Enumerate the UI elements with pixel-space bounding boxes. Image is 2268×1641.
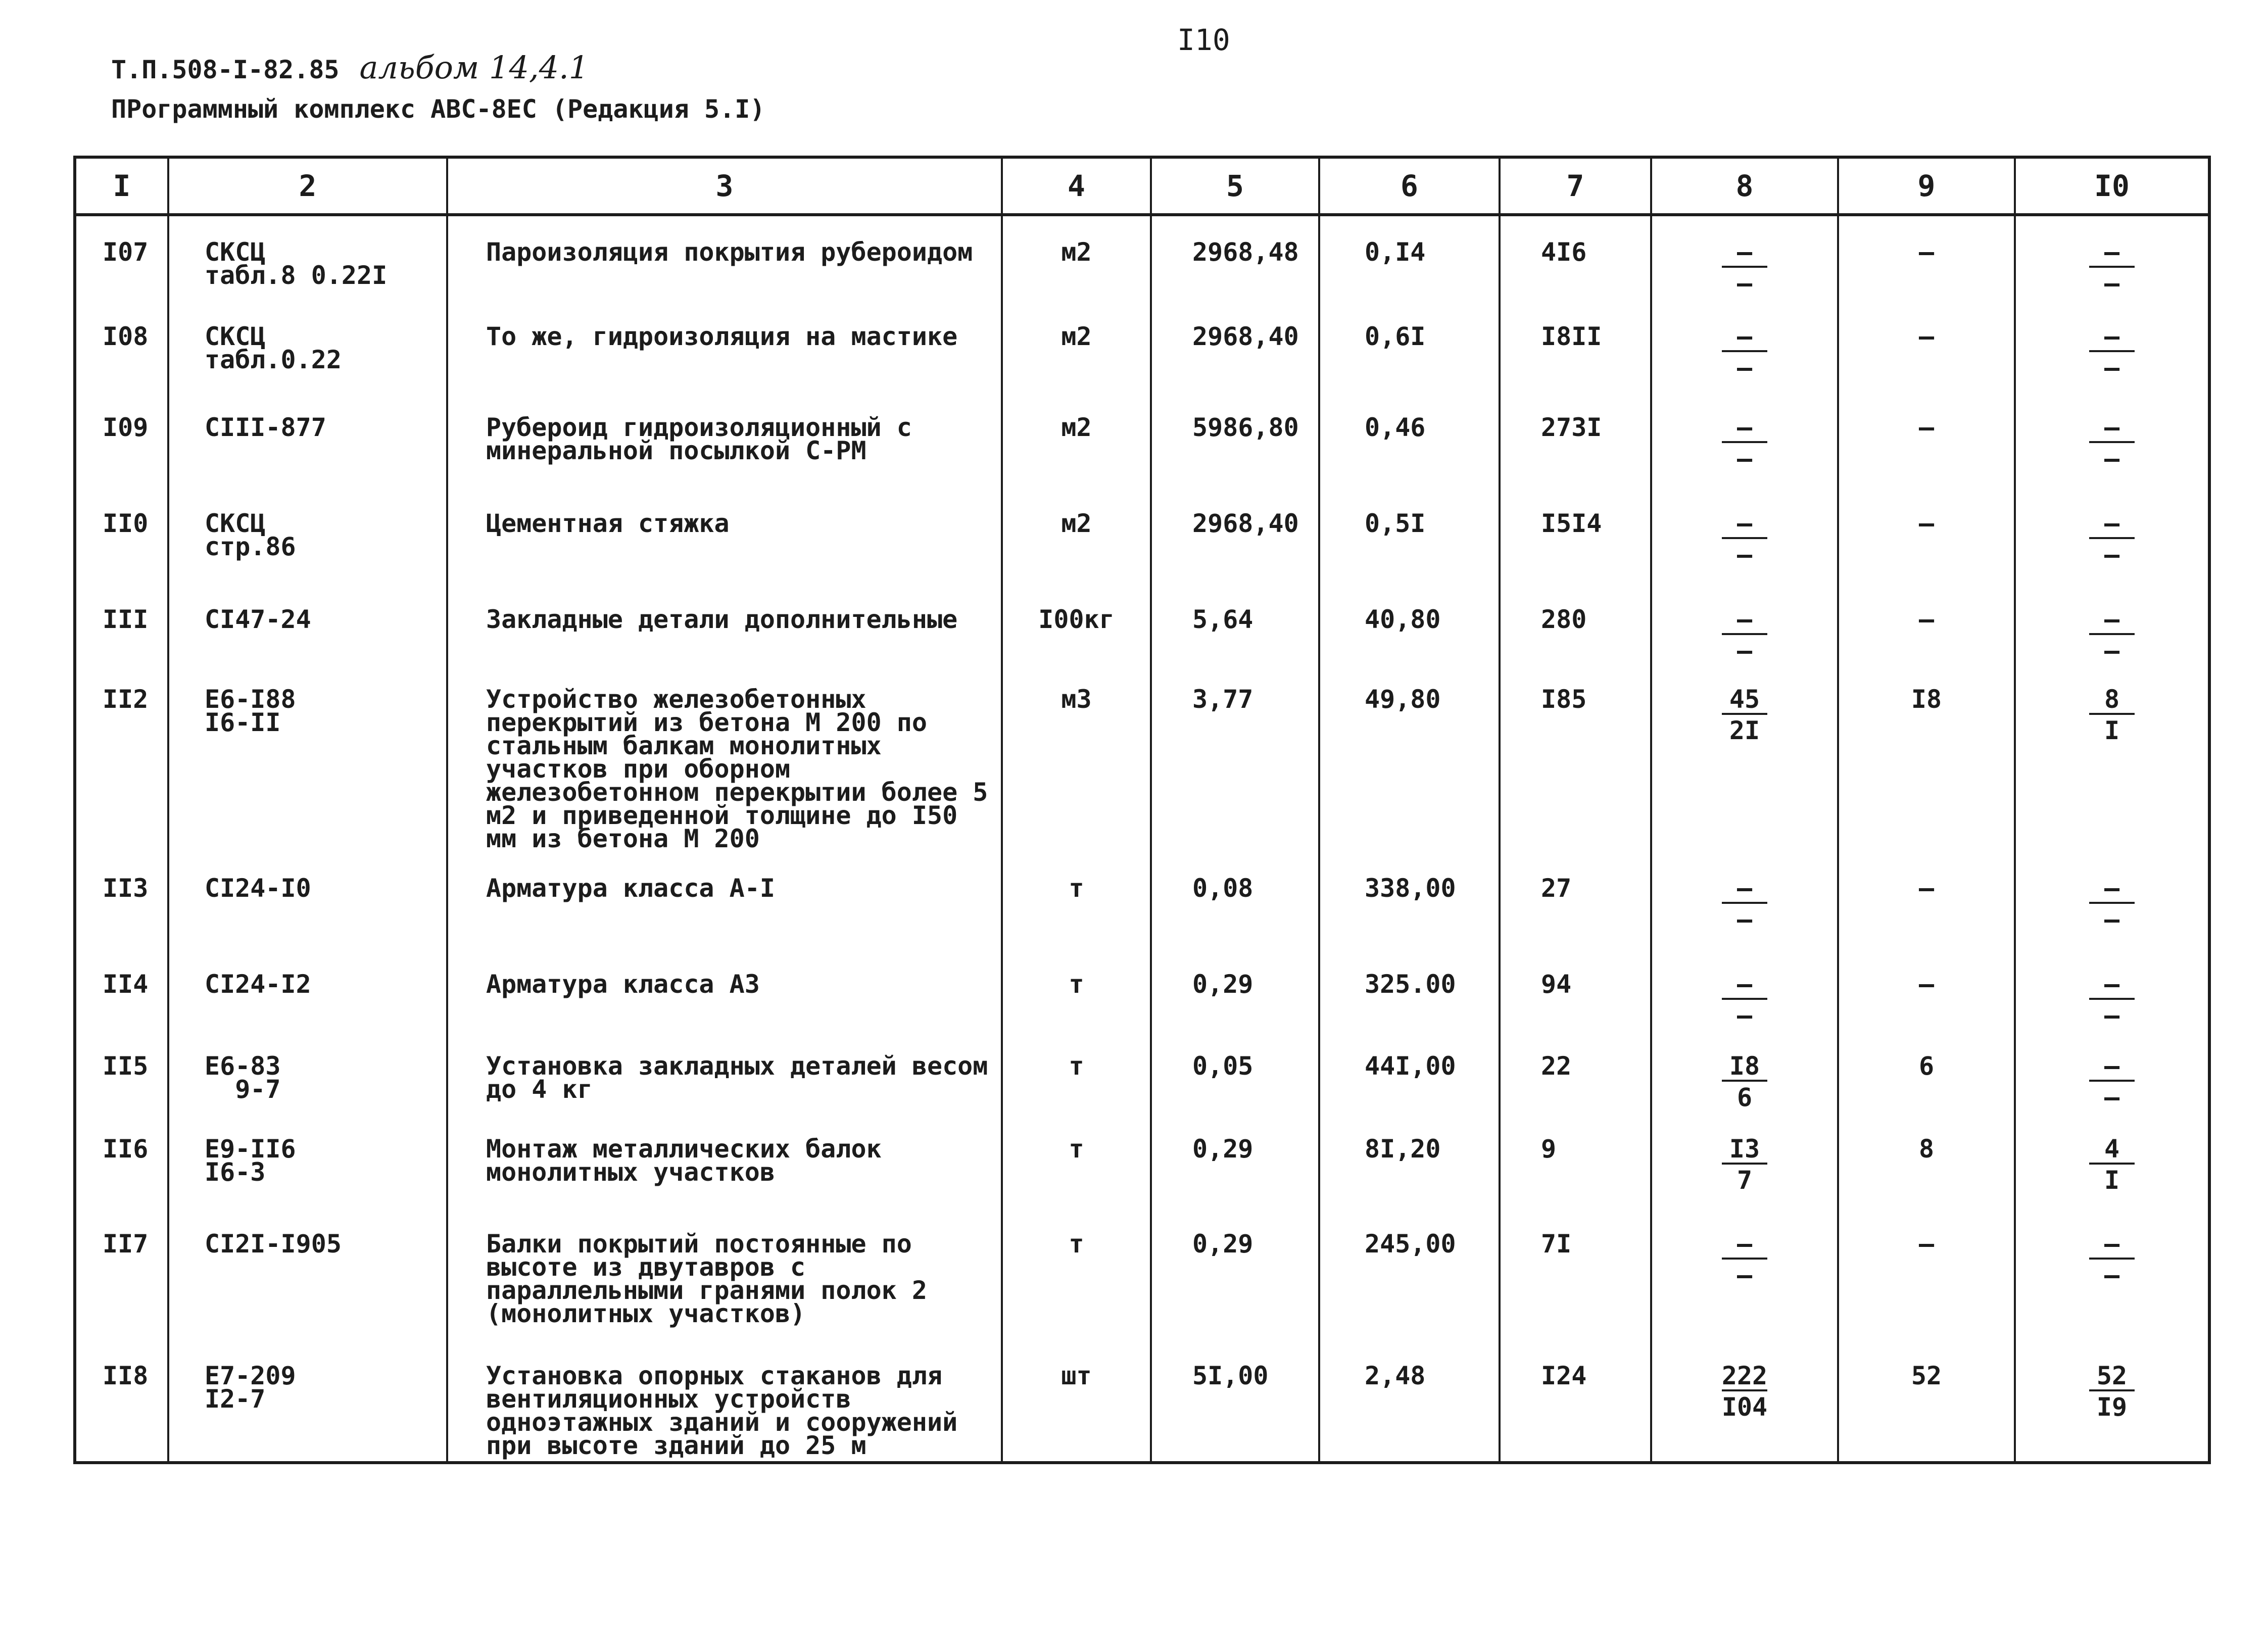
col8-value xyxy=(1651,215,1838,301)
work-name: Арматура класса А-I xyxy=(447,852,1002,948)
fraction-denominator: – xyxy=(2104,353,2120,382)
unit-price: 0,I4 xyxy=(1319,215,1500,301)
table-row xyxy=(75,852,2209,948)
row-number: I07 xyxy=(75,215,168,301)
quantity: 2968,40 xyxy=(1151,301,1319,392)
fraction-numerator: – xyxy=(2089,877,2135,904)
fraction xyxy=(1722,509,1767,570)
col-header-8: 8 xyxy=(1651,157,1838,215)
norm-code: СI24-I0 xyxy=(168,852,447,948)
col10-value xyxy=(2015,215,2209,301)
fraction-numerator: – xyxy=(1722,973,1767,1000)
unit: м2 xyxy=(1002,392,1151,488)
work-name: Установка опорных стаканов для вентиляционных устройств одноэтажных зданий и сооружений при высоте зданий до 25 м xyxy=(447,1340,1002,1463)
fraction-numerator: 8 xyxy=(2089,688,2135,715)
work-name: Устройство железобетонных перекрытий из бетона М 200 по стальным балкам монолитных участков при оборном железобетонном перекрытии более 5 м2 и приведенной толщине до I50 мм из бетона М 200 xyxy=(447,663,1002,852)
work-name: Закладные детали дополнительные xyxy=(447,584,1002,663)
quantity: 2968,48 xyxy=(1151,215,1319,301)
quantity: 0,05 xyxy=(1151,1030,1319,1113)
fraction-numerator: – xyxy=(2089,416,2135,443)
unit-price: 245,00 xyxy=(1319,1208,1500,1340)
row-number: II8 xyxy=(75,1340,168,1463)
fraction xyxy=(1722,1229,1767,1290)
fraction-numerator: 4 xyxy=(2089,1137,2135,1165)
fraction-denominator: – xyxy=(1736,1261,1753,1290)
table-header-row xyxy=(75,157,2209,215)
total-cost: 7I xyxy=(1500,1208,1651,1340)
norm-code: СI24-I2 xyxy=(168,948,447,1030)
total-cost: 94 xyxy=(1500,948,1651,1030)
col10-value xyxy=(2015,392,2209,488)
total-cost: I5I4 xyxy=(1500,488,1651,584)
norm-code: СКСЦ табл.0.22 xyxy=(168,301,447,392)
col9-value: – xyxy=(1838,948,2015,1030)
total-cost: I85 xyxy=(1500,663,1651,852)
row-number: II2 xyxy=(75,663,168,852)
fraction-denominator: – xyxy=(1736,1001,1753,1031)
document-header xyxy=(111,48,765,129)
col9-value: – xyxy=(1838,215,2015,301)
unit: м2 xyxy=(1002,488,1151,584)
total-cost: 27 xyxy=(1500,852,1651,948)
work-name: Монтаж металлических балок монолитных участков xyxy=(447,1113,1002,1208)
unit: т xyxy=(1002,1113,1151,1208)
col8-value xyxy=(1651,1113,1838,1208)
unit: шт xyxy=(1002,1340,1151,1463)
fraction-numerator: – xyxy=(1722,877,1767,904)
norm-code: СIII-877 xyxy=(168,392,447,488)
fraction xyxy=(1722,1051,1767,1113)
quantity: 0,08 xyxy=(1151,852,1319,948)
table-row xyxy=(75,392,2209,488)
col9-value: 8 xyxy=(1838,1113,2015,1208)
col9-value: I8 xyxy=(1838,663,2015,852)
fraction-denominator: – xyxy=(2104,636,2120,666)
norm-code: СКСЦ табл.8 0.22I xyxy=(168,215,447,301)
col10-value xyxy=(2015,1030,2209,1113)
col8-value xyxy=(1651,392,1838,488)
col9-value: – xyxy=(1838,301,2015,392)
fraction-denominator: 7 xyxy=(1736,1166,1753,1195)
table-row xyxy=(75,488,2209,584)
fraction-denominator: – xyxy=(1736,269,1753,298)
quantity: 5,64 xyxy=(1151,584,1319,663)
row-number: III xyxy=(75,584,168,663)
total-cost: I8II xyxy=(1500,301,1651,392)
table-row xyxy=(75,663,2209,852)
col8-value xyxy=(1651,301,1838,392)
col10-value xyxy=(2015,584,2209,666)
work-name: Балки покрытий постоянные по высоте из двутавров с параллельными гранями полок 2 (монолитных участков) xyxy=(447,1208,1002,1340)
unit: I00кг xyxy=(1002,584,1151,663)
fraction-denominator: – xyxy=(2104,905,2120,935)
total-cost: 22 xyxy=(1500,1030,1651,1113)
unit-price: 2,48 xyxy=(1319,1340,1500,1463)
fraction xyxy=(1722,237,1767,298)
quantity: 0,29 xyxy=(1151,948,1319,1030)
table-row xyxy=(75,1340,2209,1463)
fraction-numerator: – xyxy=(2089,973,2135,1000)
fraction-numerator: – xyxy=(1722,1232,1767,1260)
fraction xyxy=(2089,1134,2135,1195)
col9-value: 6 xyxy=(1838,1030,2015,1113)
fraction-denominator: I xyxy=(2104,1166,2120,1195)
fraction xyxy=(2089,321,2135,382)
unit-price: 338,00 xyxy=(1319,852,1500,948)
row-number: I09 xyxy=(75,392,168,488)
unit-price: 0,5I xyxy=(1319,488,1500,584)
col-header-4: 4 xyxy=(1002,157,1151,215)
unit: т xyxy=(1002,852,1151,948)
unit-price: 8I,20 xyxy=(1319,1113,1500,1208)
fraction-numerator: – xyxy=(1722,416,1767,443)
col10-value xyxy=(2015,1113,2209,1208)
norm-code: Е6-83 9-7 xyxy=(168,1030,447,1113)
col8-value xyxy=(1651,584,1838,666)
col8-value xyxy=(1651,948,1838,1030)
row-number: II6 xyxy=(75,1113,168,1208)
quantity: 0,29 xyxy=(1151,1208,1319,1340)
table-row xyxy=(75,301,2209,392)
album-note: альбом 14,4.1 xyxy=(359,49,589,86)
fraction-numerator: – xyxy=(2089,1054,2135,1082)
col8-value xyxy=(1651,1030,1838,1113)
total-cost: I24 xyxy=(1500,1340,1651,1463)
col8-value xyxy=(1651,488,1838,584)
work-name: То же, гидроизоляция на мастике xyxy=(447,301,1002,392)
fraction-numerator: 45 xyxy=(1722,688,1767,715)
fraction-denominator: – xyxy=(2104,444,2120,473)
table-row xyxy=(75,584,2209,663)
fraction-numerator: 52 xyxy=(2089,1364,2135,1391)
fraction xyxy=(2089,1361,2135,1422)
norm-code: Е6-I88 I6-II xyxy=(168,663,447,852)
table-row xyxy=(75,1030,2209,1113)
quantity: 5I,00 xyxy=(1151,1340,1319,1463)
col9-value: – xyxy=(1838,852,2015,948)
col10-value xyxy=(2015,488,2209,584)
work-name: Пароизоляция покрытия рубероидом xyxy=(447,215,1002,301)
fraction-denominator: – xyxy=(1736,353,1753,382)
doc-code: Т.П.508-I-82.85 xyxy=(111,55,340,84)
header-line-1 xyxy=(111,48,765,89)
col-header-9: 9 xyxy=(1838,157,2015,215)
fraction xyxy=(1722,874,1767,935)
norm-code: СI2I-I905 xyxy=(168,1208,447,1340)
col-header-1: I xyxy=(75,157,168,215)
col8-value xyxy=(1651,663,1838,852)
col-header-5: 5 xyxy=(1151,157,1319,215)
col10-value xyxy=(2015,1340,2209,1463)
fraction-denominator: – xyxy=(1736,636,1753,666)
col9-value: – xyxy=(1838,488,2015,584)
fraction xyxy=(1722,321,1767,382)
table-row xyxy=(75,215,2209,301)
fraction-numerator: 222 xyxy=(1721,1361,1768,1391)
col-header-2: 2 xyxy=(168,157,447,215)
page-number: I10 xyxy=(1177,23,1230,57)
col10-value xyxy=(2015,852,2209,948)
col10-value xyxy=(2015,948,2209,1030)
fraction-denominator: I9 xyxy=(2096,1392,2128,1422)
fraction-numerator: – xyxy=(1722,240,1767,268)
norm-code: СI47-24 xyxy=(168,584,447,663)
fraction xyxy=(2089,605,2135,666)
unit-price: 49,80 xyxy=(1319,663,1500,852)
total-cost: 273I xyxy=(1500,392,1651,488)
fraction-numerator: – xyxy=(2089,240,2135,268)
col8-value xyxy=(1651,852,1838,948)
col9-value: – xyxy=(1838,584,2015,663)
fraction xyxy=(2089,1051,2135,1113)
fraction-denominator: – xyxy=(1736,444,1753,473)
row-number: II5 xyxy=(75,1030,168,1113)
estimate-table xyxy=(73,156,2211,1464)
unit-price: 44I,00 xyxy=(1319,1030,1500,1113)
fraction-numerator: – xyxy=(1722,608,1767,635)
col-header-7: 7 xyxy=(1500,157,1651,215)
row-number: II7 xyxy=(75,1208,168,1340)
quantity: 3,77 xyxy=(1151,663,1319,852)
unit: м3 xyxy=(1002,663,1151,852)
unit: т xyxy=(1002,948,1151,1030)
fraction-denominator: I04 xyxy=(1721,1392,1768,1422)
unit-price: 0,46 xyxy=(1319,392,1500,488)
row-number: II3 xyxy=(75,852,168,948)
col10-value xyxy=(2015,663,2209,852)
total-cost: 280 xyxy=(1500,584,1651,663)
unit-price: 0,6I xyxy=(1319,301,1500,392)
work-name: Цементная стяжка xyxy=(447,488,1002,584)
col8-value xyxy=(1651,1208,1838,1340)
col9-value: – xyxy=(1838,392,2015,488)
fraction-denominator: – xyxy=(1736,540,1753,570)
total-cost: 4I6 xyxy=(1500,215,1651,301)
unit: м2 xyxy=(1002,215,1151,301)
col10-value xyxy=(2015,1208,2209,1340)
row-number: I08 xyxy=(75,301,168,392)
fraction-denominator: – xyxy=(2104,1001,2120,1031)
fraction xyxy=(1722,1134,1767,1195)
unit-price: 325.00 xyxy=(1319,948,1500,1030)
col10-value xyxy=(2015,301,2209,392)
fraction-denominator: – xyxy=(2104,269,2120,298)
table-row xyxy=(75,1208,2209,1340)
col-header-6: 6 xyxy=(1319,157,1500,215)
col-header-10: I0 xyxy=(2015,157,2209,215)
fraction-denominator: 2I xyxy=(1729,716,1760,746)
unit: т xyxy=(1002,1208,1151,1340)
quantity: 0,29 xyxy=(1151,1113,1319,1208)
fraction xyxy=(2089,1229,2135,1290)
work-name: Установка закладных деталей весом до 4 кг xyxy=(447,1030,1002,1113)
fraction xyxy=(2089,970,2135,1031)
fraction xyxy=(2089,509,2135,570)
quantity: 2968,40 xyxy=(1151,488,1319,584)
norm-code: Е7-209 I2-7 xyxy=(168,1340,447,1463)
fraction xyxy=(1721,1361,1768,1422)
fraction xyxy=(2089,685,2135,746)
fraction-numerator: – xyxy=(1722,512,1767,539)
table-row xyxy=(75,948,2209,1030)
fraction-denominator: – xyxy=(1736,905,1753,935)
unit: м2 xyxy=(1002,301,1151,392)
program-name: ПРограммный комплекс АВС-8ЕС (Редакция 5.I) xyxy=(111,94,765,124)
col8-value xyxy=(1651,1340,1838,1463)
col9-value: 52 xyxy=(1838,1340,2015,1463)
total-cost: 9 xyxy=(1500,1113,1651,1208)
fraction xyxy=(1722,685,1767,746)
norm-code: Е9-II6 I6-3 xyxy=(168,1113,447,1208)
fraction-numerator: – xyxy=(2089,608,2135,635)
table-row xyxy=(75,1113,2209,1208)
quantity: 5986,80 xyxy=(1151,392,1319,488)
fraction-numerator: – xyxy=(2089,325,2135,352)
row-number: II4 xyxy=(75,948,168,1030)
fraction-denominator: I xyxy=(2104,716,2120,746)
fraction xyxy=(1722,605,1767,666)
col-header-3: 3 xyxy=(447,157,1002,215)
fraction xyxy=(1722,412,1767,473)
work-name: Рубероид гидроизоляционный с минеральной посылкой С-РМ xyxy=(447,392,1002,488)
row-number: II0 xyxy=(75,488,168,584)
fraction-numerator: – xyxy=(2089,1232,2135,1260)
fraction-numerator: – xyxy=(2089,512,2135,539)
fraction xyxy=(2089,237,2135,298)
fraction-denominator: – xyxy=(2104,1261,2120,1290)
fraction-numerator: I8 xyxy=(1722,1054,1767,1082)
unit-price: 40,80 xyxy=(1319,584,1500,663)
norm-code: СКСЦ стр.86 xyxy=(168,488,447,584)
fraction-denominator: 6 xyxy=(1736,1083,1753,1113)
fraction-denominator: – xyxy=(2104,540,2120,570)
work-name: Арматура класса А3 xyxy=(447,948,1002,1030)
fraction xyxy=(2089,874,2135,935)
unit: т xyxy=(1002,1030,1151,1113)
fraction xyxy=(2089,412,2135,473)
fraction xyxy=(1722,970,1767,1031)
fraction-numerator: – xyxy=(1722,325,1767,352)
fraction-numerator: I3 xyxy=(1722,1137,1767,1165)
fraction-denominator: – xyxy=(2104,1083,2120,1113)
col9-value: – xyxy=(1838,1208,2015,1340)
